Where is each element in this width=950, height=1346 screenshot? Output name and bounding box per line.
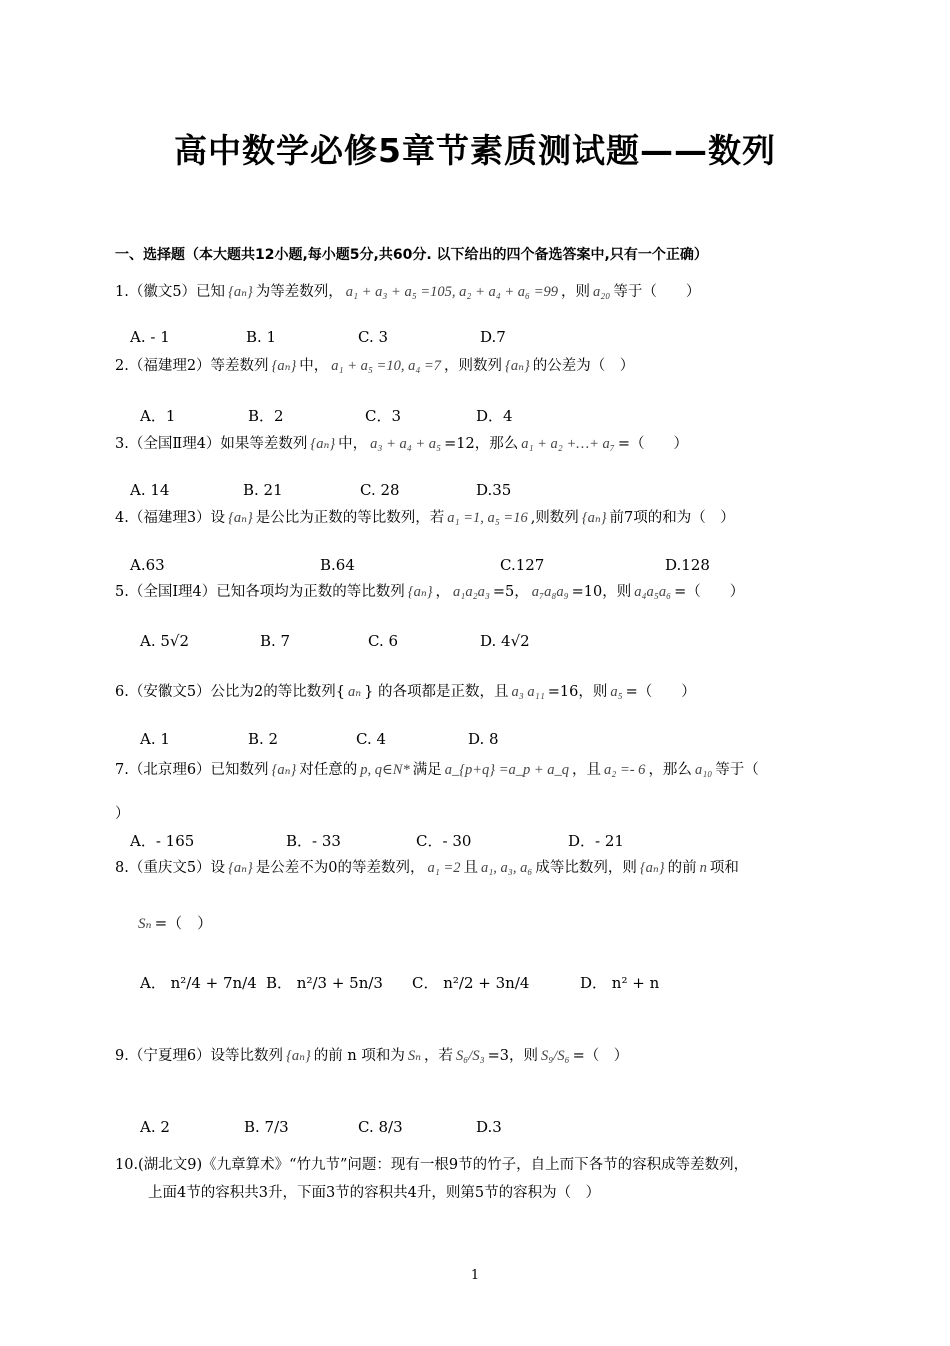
option-a[interactable]: A. - 1 [130,328,170,346]
math-expr: {aₙ} [286,1048,311,1064]
question-5 [115,582,744,602]
option-c[interactable]: C．3 [365,407,402,425]
question-text: 9.（宁夏理6）设等比数列 [115,1048,284,1064]
math-expr: n [699,860,707,876]
option-a[interactable]: A.63 [130,556,165,574]
question-text: =（ ） [154,914,213,932]
option-a[interactable]: A. 2 [140,1118,170,1136]
option-b[interactable]: B.64 [320,556,355,574]
math-expr: S₉/S₆ [541,1048,570,1064]
math-expr: a₁ + a₃ + a₅ =105, a₂ + a₄ + a₆ =99 [345,284,559,300]
question-text: 且 [463,860,478,876]
section-heading: 一、选择题（本大题共12小题,每小题5分,共60分. 以下给出的四个备选答案中,只有一个正确） [115,247,708,263]
question-1 [115,282,700,302]
option-d[interactable]: D.7 [480,328,506,346]
question-9 [115,1046,628,1066]
page-title: 高中数学必修5章节素质测试题——数列 [174,131,776,170]
question-text: 6.（安徽文5）公比为2的等比数列{ [115,684,346,700]
question-2 [115,356,634,376]
question-text: =5， [492,584,529,600]
question-text: =12，那么 [444,436,519,452]
question-text: ，则 [561,284,591,300]
question-text: 中， [338,436,368,452]
question-text: =（ ） [674,584,745,600]
question-text: =10，则 [571,584,632,600]
question-text: 中， [299,358,329,374]
option-b[interactable]: B． n²/3 + 5n/3 [266,974,383,992]
options-9 [130,1118,890,1158]
math-expr: p, q∈N* [360,762,410,778]
question-7 [115,760,759,780]
question-text: =16，则 [547,684,608,700]
option-d[interactable]: D. 4√2 [480,632,530,650]
option-d[interactable]: D.128 [665,556,710,574]
option-d[interactable]: D． n² + n [580,974,660,992]
options-5 [130,632,890,672]
option-c[interactable]: C. 6 [368,632,399,650]
option-c[interactable]: C． n²/2 + 3n/4 [412,974,530,992]
math-expr: {aₙ} [228,860,253,876]
question-4 [115,508,735,528]
question-text: ，且 [572,762,602,778]
math-expr: Sₙ [138,916,152,932]
question-text: } 的各项都是正数，且 [364,684,509,700]
question-3 [115,434,688,454]
question-text: 等于（ ） [613,284,701,300]
question-text: 成等比数列，则 [535,860,637,876]
question-text: 4.（福建理3）设 [115,510,226,526]
option-c[interactable]: C. 28 [360,481,400,499]
question-8 [115,858,739,878]
question-text: ，则数列 [444,358,503,374]
option-b[interactable]: B．- 33 [286,832,341,850]
math-expr: {aₙ} [639,860,665,876]
question-text: =（ ） [617,436,688,452]
question-text: 是公比为正数的等比数列，若 [255,510,445,526]
math-expr: a₂₀ [593,284,611,300]
question-text: =（ ） [572,1048,629,1064]
math-expr: a₄a₅a₆ [634,584,672,600]
math-expr: a₁, a₃, a₆ [480,860,533,876]
question-6 [115,682,696,702]
question-text: =3，则 [487,1048,538,1064]
math-expr: {aₙ} [228,510,253,526]
question-text: 7.（北京理6）已知数列 [115,762,269,778]
math-expr: {aₙ} [505,358,530,374]
option-a[interactable]: A． n²/4 + 7n/4 [140,974,257,992]
option-c[interactable]: C. 4 [356,730,387,748]
question-text: ,则数列 [530,510,579,526]
option-a[interactable]: A. 14 [130,481,170,499]
math-expr: {aₙ} [581,510,607,526]
math-expr: a₅ [610,684,623,700]
page-number: 1 [470,1268,480,1283]
math-expr: {aₙ} [228,284,253,300]
option-a[interactable]: A. 5√2 [140,632,190,650]
math-expr: a₁ + a₅ =10, a₄ =7 [331,358,442,374]
math-expr: a₁ =2 [427,860,461,876]
option-c[interactable]: C. 8/3 [358,1118,403,1136]
question-8-sum [135,912,212,933]
question-text: 项和 [709,860,739,876]
question-text: 1.（徽文5）已知 [115,284,226,300]
option-d[interactable]: D. 8 [468,730,499,748]
question-text: 2.（福建理2）等差数列 [115,358,269,374]
question-text: 满足 [412,762,442,778]
math-expr: a₃ a₁₁ [511,684,545,700]
math-expr: a₁ + a₂ +…+ a₇ [521,436,615,452]
option-d[interactable]: D．4 [476,407,513,425]
math-expr: a₁a₂a₃ [453,584,490,600]
question-text: 对任意的 [299,762,358,778]
math-expr: Sₙ [407,1048,421,1064]
option-d[interactable]: D．- 21 [568,832,624,850]
question-text: ，那么 [648,762,692,778]
question-10: 10.(湖北文9)《九章算术》“竹九节”问题：现有一根9节的竹子，自上而下各节的容积成等差数列， [115,1157,749,1173]
option-b[interactable]: B. 7/3 [244,1118,289,1136]
math-expr: a₇a₈a₉ [531,584,569,600]
question-text: 等于（ [715,762,759,778]
option-b[interactable]: B. 1 [246,328,277,346]
question-text: 的前 [667,860,697,876]
question-text: 的前 n 项和为 [313,1048,405,1064]
options-8 [130,972,890,1012]
math-expr: a₁₀ [694,762,713,778]
option-a[interactable]: A．- 165 [130,832,195,850]
math-expr: {aₙ} [407,584,433,600]
question-text: 的公差为（ ） [532,358,635,374]
option-c[interactable]: C．- 30 [416,832,472,850]
math-expr: S₆/S₃ [456,1048,485,1064]
math-expr: a_{p+q} =a_p + a_q [444,762,570,778]
option-a[interactable]: A．1 [140,407,176,425]
math-expr: {aₙ} [271,762,297,778]
option-d[interactable]: D.35 [476,481,512,499]
question-text: ，若 [424,1048,453,1064]
question-text: 3.（全国Ⅱ理4）如果等差数列 [115,436,308,452]
math-expr: {aₙ} [271,358,297,374]
question-7-continuation: ） [115,806,130,822]
question-text: =（ ） [625,684,696,700]
question-text: 8.（重庆文5）设 [115,860,226,876]
option-d[interactable]: D.3 [476,1118,502,1136]
option-c[interactable]: C.127 [500,556,545,574]
question-text: ， [435,584,451,600]
math-expr: {aₙ} [310,436,336,452]
option-b[interactable]: B. 21 [243,481,283,499]
math-expr: a₃ + a₄ + a₅ [370,436,442,452]
option-b[interactable]: B. 2 [248,730,279,748]
question-text: 为等差数列， [255,284,343,300]
option-a[interactable]: A. 1 [140,730,170,748]
math-expr: aₙ [348,684,362,700]
question-text: 5.（全国Ⅰ理4）已知各项均为正数的等比数列 [115,584,405,600]
math-expr: a₂ =- 6 [604,762,646,778]
option-b[interactable]: B．2 [248,407,284,425]
question-text: 前7项的和为（ ） [609,510,735,526]
option-c[interactable]: C. 3 [358,328,389,346]
question-text: 是公差不为0的等差数列， [255,860,425,876]
question-10-line2: 上面4节的容积共3升，下面3节的容积共4升，则第5节的容积为（ ） [148,1185,601,1201]
option-b[interactable]: B. 7 [260,632,291,650]
math-expr: a₁ =1, a₅ =16 [447,510,528,526]
